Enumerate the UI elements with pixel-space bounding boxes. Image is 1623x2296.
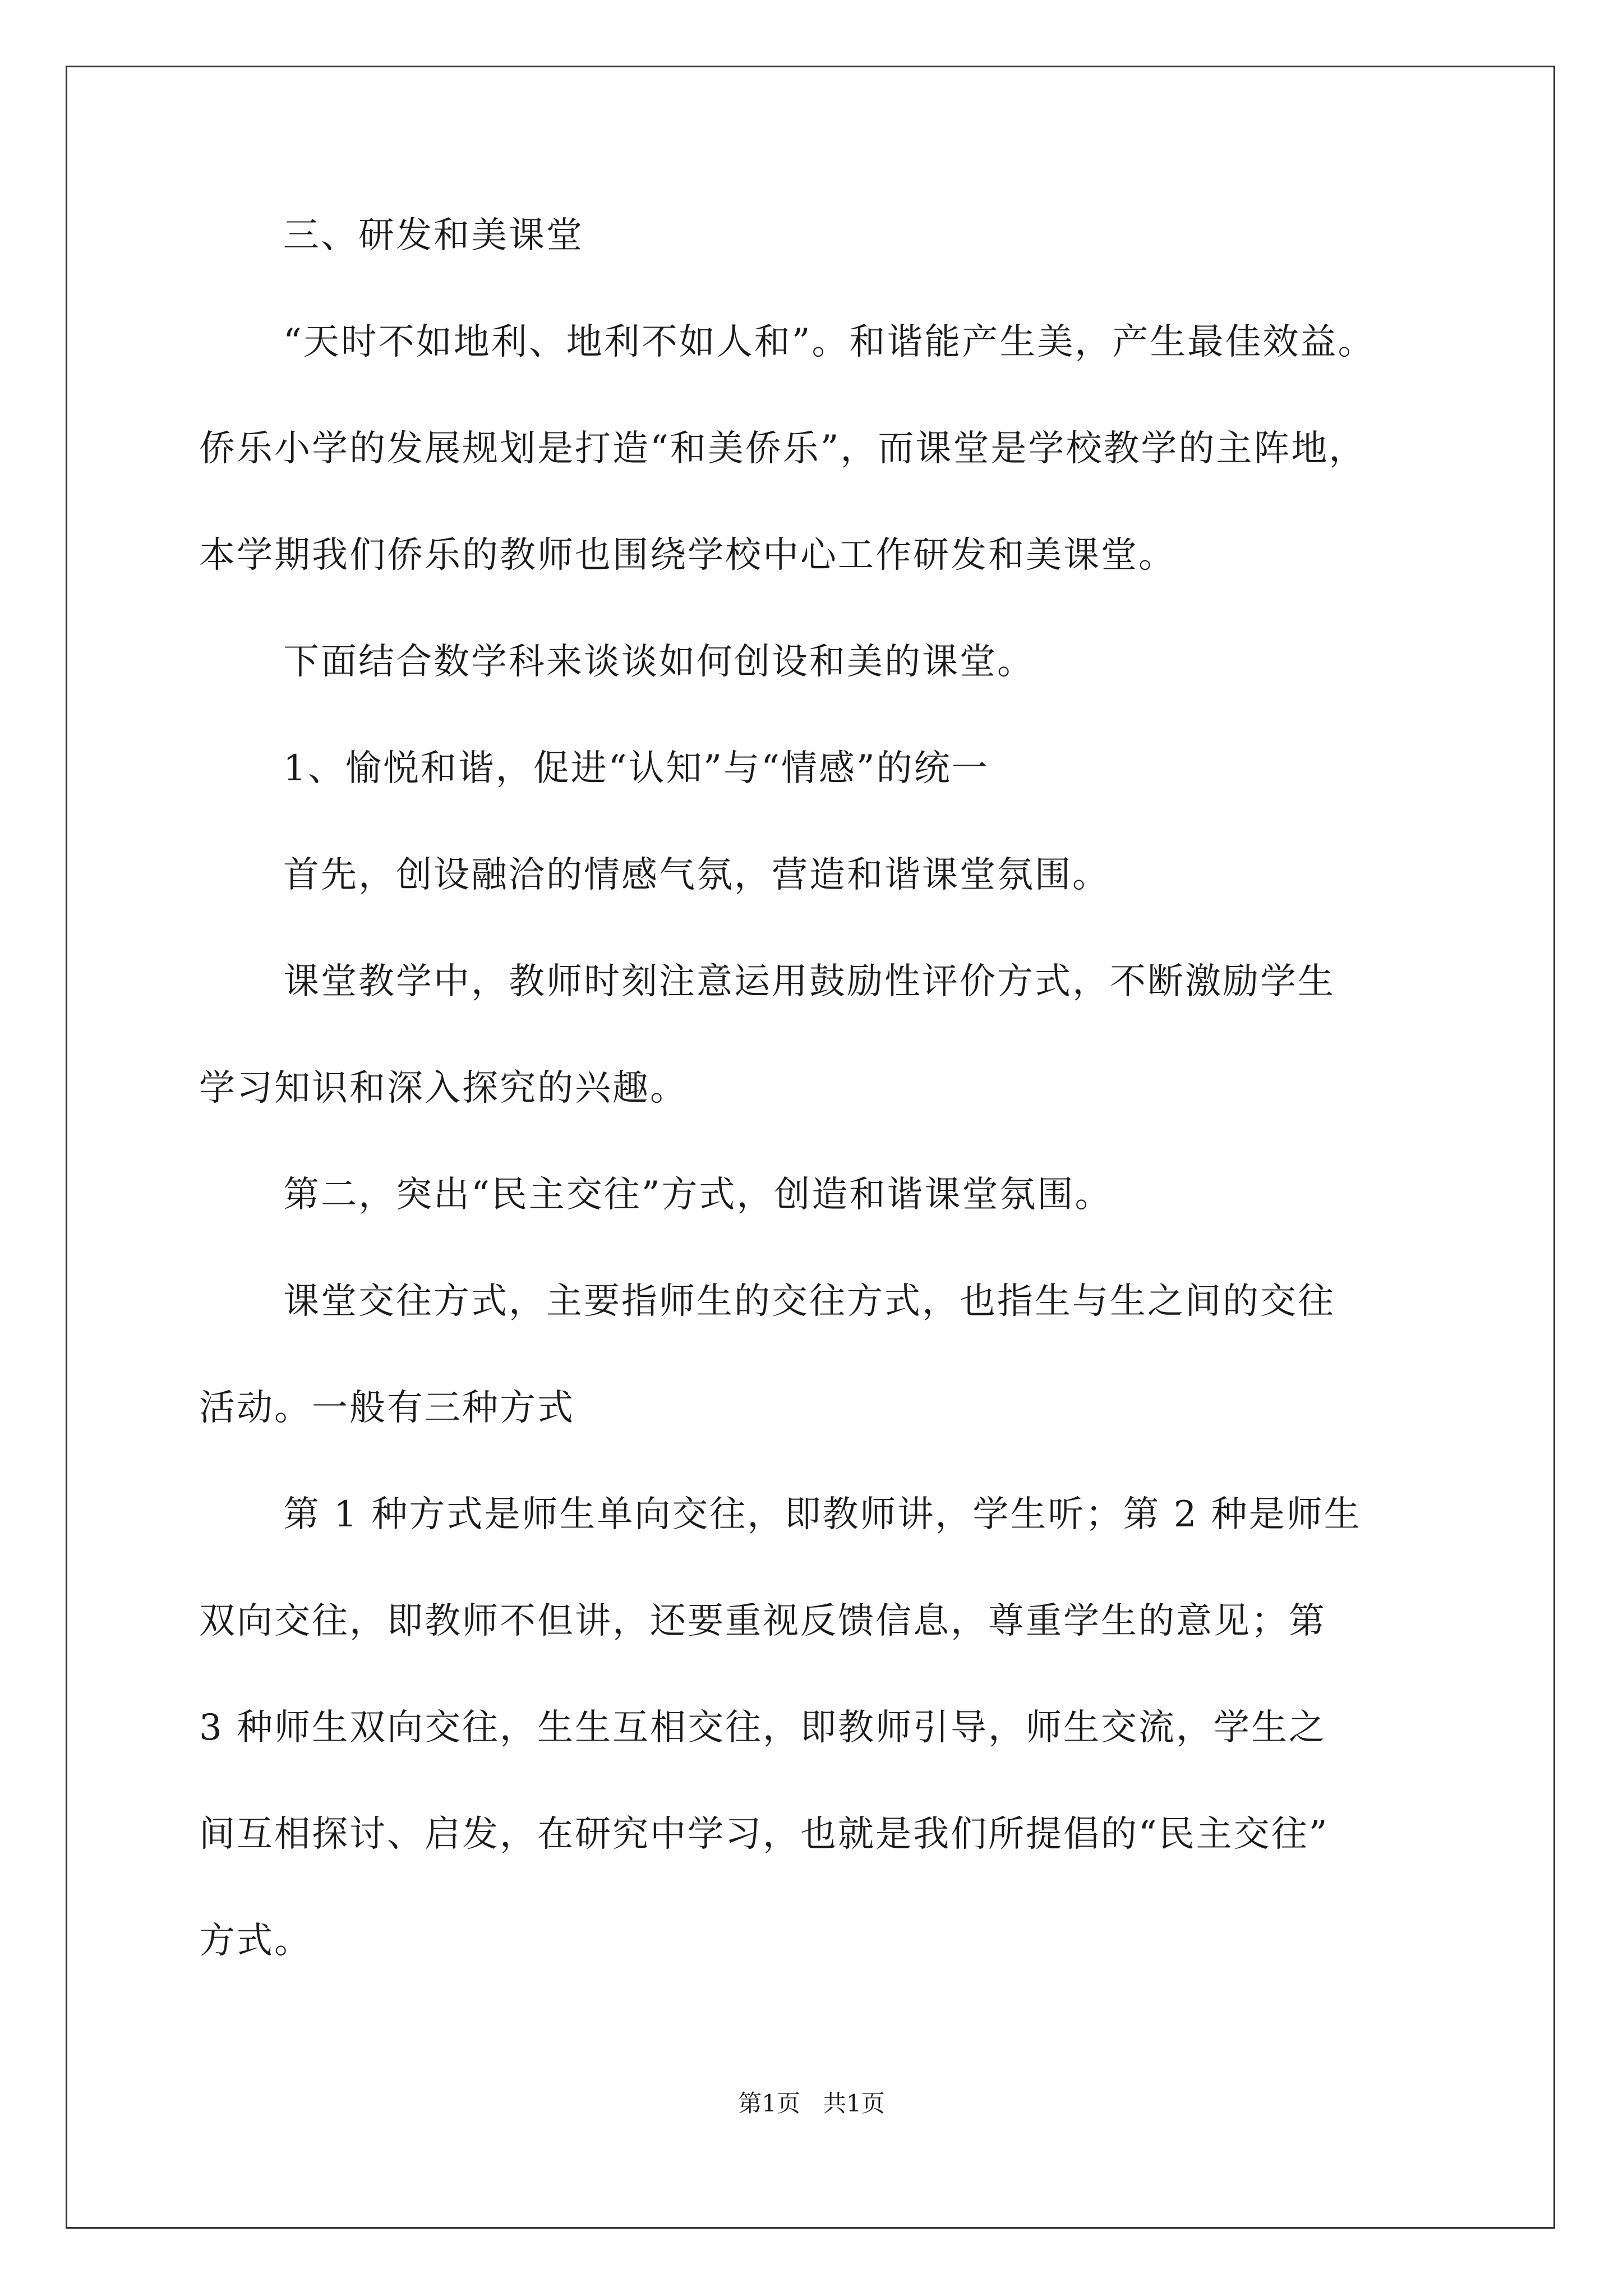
paragraph-line: 双向交往，即教师不但讲，还要重视反馈信息，尊重学生的意见；第: [199, 1600, 1326, 1642]
paragraph-line: 侨乐小学的发展规划是打造“和美侨乐”，而课堂是学校教学的主阵地，: [199, 428, 1367, 470]
paragraph-line: 活动。一般有三种方式: [199, 1387, 575, 1429]
paragraph-line: 课堂交往方式，主要指师生的交往方式，也指生与生之间的交往: [283, 1281, 1335, 1322]
paragraph-line: 间互相探讨、启发，在研究中学习，也就是我们所提倡的“民主交往”: [199, 1814, 1329, 1855]
page-number: 第1页: [738, 2090, 800, 2117]
paragraph-line: 第 1 种方式是师生单向交往，即教师讲，学生听；第 2 种是师生: [283, 1494, 1362, 1535]
paragraph-line: 第二，突出“民主交往”方式，创造和谐课堂氛围。: [283, 1174, 1113, 1216]
section-heading: 三、研发和美课堂: [283, 215, 584, 256]
paragraph-line: 课堂教学中，教师时刻注意运用鼓励性评价方式，不断激励学生: [283, 961, 1335, 1002]
paragraph-line: 学习知识和深入探究的兴趣。: [199, 1068, 688, 1109]
subheading: 1、愉悦和谐，促进“认知”与“情感”的统一: [283, 748, 989, 789]
paragraph-line: 3 种师生双向交往，生生互相交往，即教师引导，师生交流，学生之: [199, 1707, 1327, 1749]
page-total: 共1页: [823, 2090, 885, 2117]
paragraph-line: 首先，创设融洽的情感气氛，营造和谐课堂氛围。: [283, 854, 1110, 896]
paragraph-line: 下面结合数学科来谈谈如何创设和美的课堂。: [283, 641, 1035, 683]
paragraph-line: 本学期我们侨乐的教师也围绕学校中心工作研发和美课堂。: [199, 535, 1176, 576]
page-footer: [0, 2088, 1623, 2119]
page-border: [66, 66, 1555, 2229]
paragraph-line: “天时不如地利、地利不如人和”。和谐能产生美，产生最佳效益。: [283, 321, 1376, 363]
paragraph-line: 方式。: [199, 1920, 312, 1962]
